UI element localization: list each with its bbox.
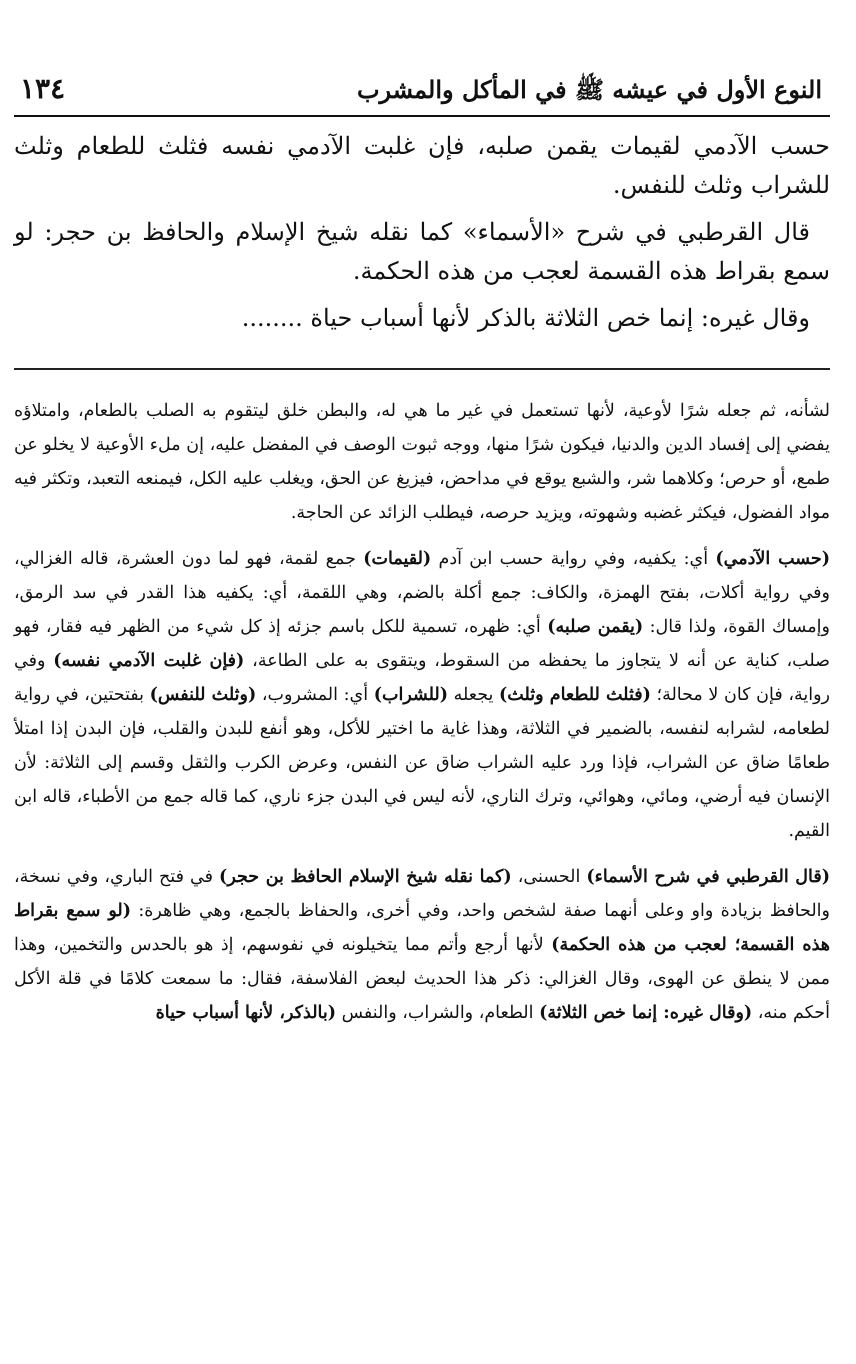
commentary-paragraph-1: لشأنه، ثم جعله شرًا لأوعية، لأنها تستعمل في غير ما هي له، والبطن خلق ليتقوم به الصلب بالطعام، وامتلاؤه يفضي إلى إفساد الدين والدنيا، فيكون شرًا منها، ووجه ثبوت الوصف في المفضل عليه، إن ملء الأوعية لا يخلو عن طمع، أو حرص؛ وكلاهما شر، والشبع يوقع في مداحض، فيزيغ عن الحق، ويغلب عليه الكل، فيمنعه التعبد، وتكثر فيه مواد الفضول، فيكثر غضبه وشهوته، ويزيد حرصه، فيطلب الزائد عن الحاجة. <box>14 401 830 523</box>
quoted-phrase: (كما نقله شيخ الإسلام الحافظ بن حجر) <box>219 867 512 887</box>
commentary-section <box>14 394 830 1030</box>
main-paragraph-1: حسب الآدمي لقيمات يقمن صلبه، فإن غلبت الآدمي نفسه فثلث للطعام وثلث للشراب وثلث للنفس. <box>14 132 831 199</box>
section-divider <box>14 368 830 370</box>
commentary-text: جمع لقمة، فهو لما دون العشرة، قاله الغزالي، وفي رواية أكلات، بفتح الهمزة، والكاف: جمع أكلة بالضم، وهي اللقمة، أي: يكفيه هذا القدر في سد الرمق، وإمساك القوة، ولذا قال: <box>14 549 830 637</box>
running-title: النوع الأول في عيشه ﷺ في المأكل والمشرب <box>356 75 822 104</box>
quoted-phrase: (يقمن صلبه) <box>547 617 644 637</box>
quoted-phrase: (لقيمات) <box>363 549 432 569</box>
commentary-text: في فتح الباري، وفي نسخة، والحافظ بزيادة واو وعلى أنهما صفة لشخص واحد، وفي أخرى، والحفاظ بالجمع، وهي ظاهرة: <box>14 867 830 921</box>
quoted-phrase: (للشراب) <box>373 685 448 705</box>
hadith-text <box>14 127 830 338</box>
commentary-text: أي: ظهره، تسمية للكل باسم جزئه إذ كل شيء من الظهر فيه فقار، فهو صلب، كناية عن أنه لا يتجاوز ما يحفظه من السقوط، ويتقوى به على الطاعة، <box>14 617 831 671</box>
commentary-text: أي: يكفيه، وفي رواية حسب ابن آدم <box>431 549 716 569</box>
commentary-text: لأنها أرجع وأتم مما يتخيلونه في نفوسهم، إذ هو بالحدس والتخمين، وهذا ممن لا ينطق عن الهوى، وقال الغزالي: ذكر هذا الحديث لبعض الفلاسفة، فقال: ما سمعت كلامًا في قلة الأكل أحكم منه، <box>14 935 830 1023</box>
commentary-text: أي: المشروب، <box>256 685 374 705</box>
quoted-phrase: (بالذكر، لأنها أسباب حياة <box>155 1003 337 1023</box>
commentary-paragraph-3 <box>14 860 830 1030</box>
quoted-phrase: (حسب الآدمي) <box>715 549 830 569</box>
quoted-phrase: (وثلث للنفس) <box>149 685 257 705</box>
quoted-phrase: (وقال غيره: إنما خص الثلاثة) <box>539 1003 753 1023</box>
commentary-text: الحسنى، <box>511 867 587 887</box>
commentary-text: الطعام، والشراب، والنفس <box>336 1003 540 1023</box>
commentary-paragraph-2 <box>14 542 830 848</box>
page-number: ١٣٤ <box>20 72 66 105</box>
quoted-phrase: (فثلث للطعام وثلث) <box>499 685 651 705</box>
page-header <box>14 70 830 117</box>
commentary-text: وفي رواية، فإن كان لا محالة؛ <box>14 651 830 705</box>
commentary-text: يجعله <box>448 685 500 705</box>
quoted-phrase: (قال القرطبي في شرح الأسماء) <box>586 867 830 887</box>
quoted-phrase: (فإن غلبت الآدمي نفسه) <box>53 651 245 671</box>
main-paragraph-2: قال القرطبي في شرح «الأسماء» كما نقله شيخ الإسلام والحافظ بن حجر: لو سمع بقراط هذه القسمة لعجب من هذه الحكمة. <box>14 218 830 285</box>
main-paragraph-3: وقال غيره: إنما خص الثلاثة بالذكر لأنها أسباب حياة ........ <box>241 304 810 332</box>
quoted-phrase: (لو سمع بقراط هذه القسمة؛ لعجب من هذه الحكمة) <box>14 901 831 955</box>
commentary-text: بفتحتين، في رواية لطعامه، لشرابه لنفسه، بالضمير في الثلاثة، وهذا غاية ما اختير للأكل، وهو أنفع للبدن والقلب، فإن البدن إذا امتلأ طعامًا ضاق عن الشراب، فإذا ورد عليه الشراب ضاق عن النفس، وعرض الكرب والثقل وقسم إلى الثلاثة: لأن الإنسان فيه أرضي، ومائي، وهوائي، وترك الناري، لأنه ليس في البدن جزء ناري، كما قاله جمع من الأطباء، قاله ابن القيم. <box>14 685 830 841</box>
